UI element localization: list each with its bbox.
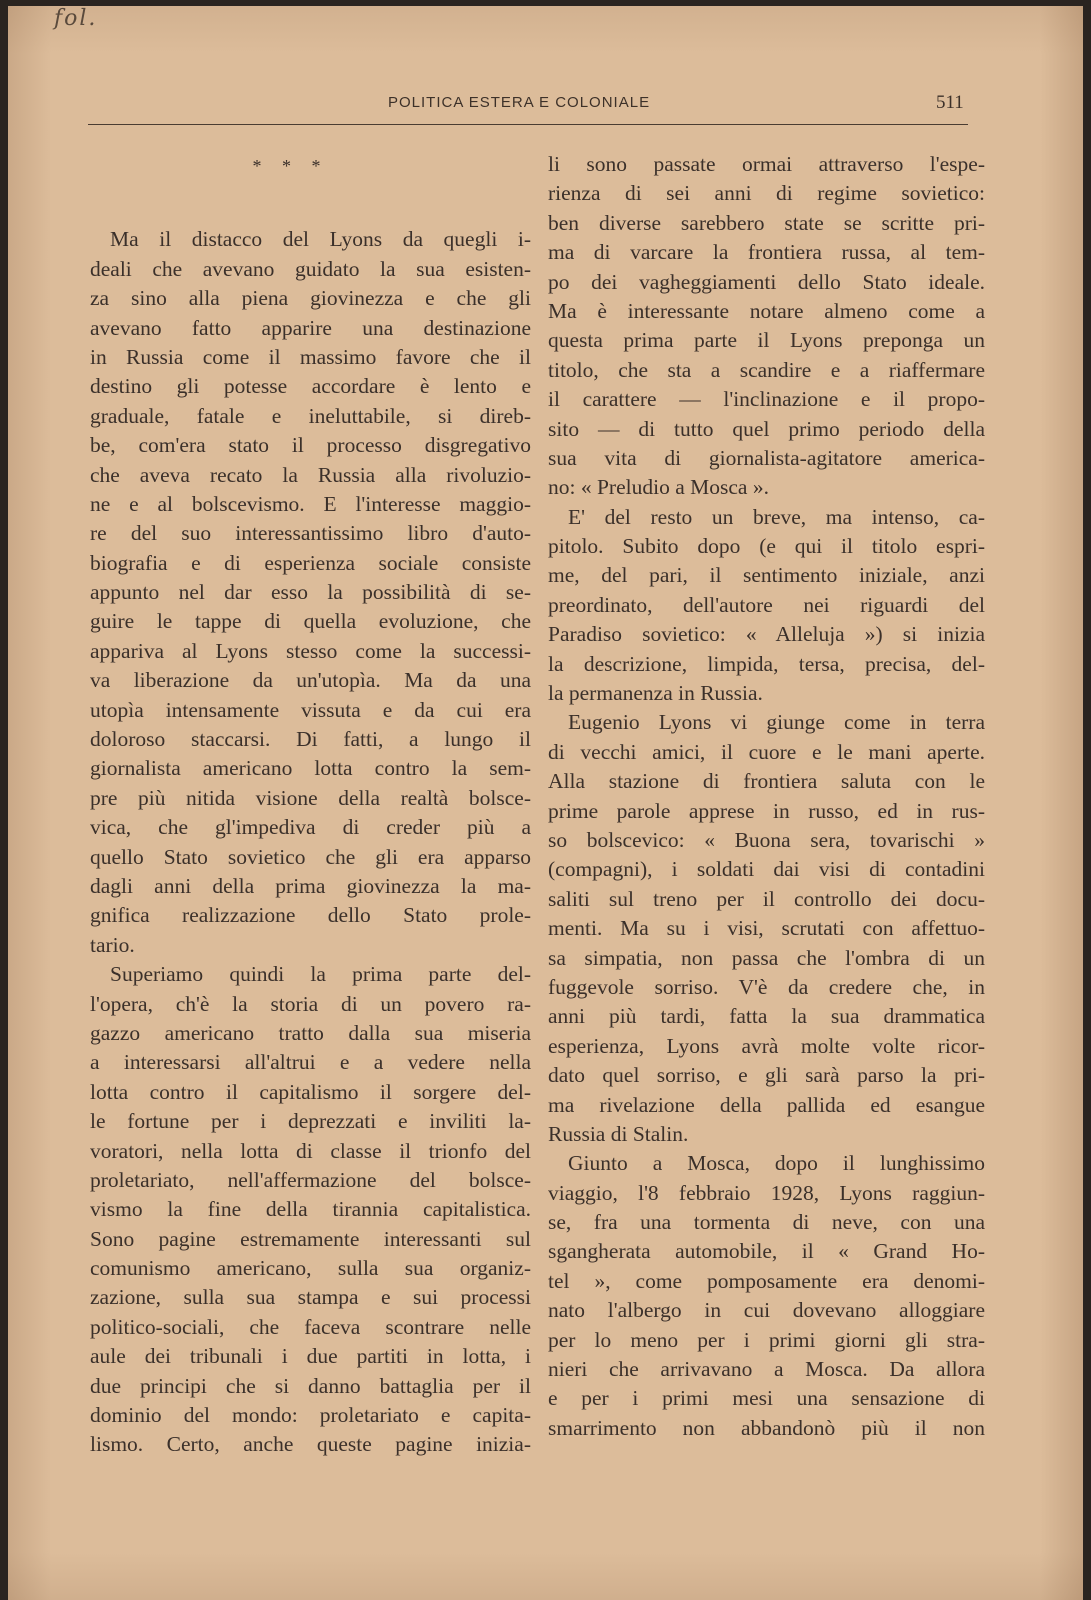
text-line: menti. Ma su i visi, scrutati con affettuo- bbox=[548, 916, 985, 941]
text-line: biografia e di esperienza sociale consiste bbox=[90, 550, 531, 575]
text-line: tel », come pomposamente era denomi- bbox=[548, 1268, 985, 1293]
right-column bbox=[548, 150, 985, 1443]
text-line: aule dei tribunali i due partiti in lotta, i bbox=[90, 1344, 531, 1369]
text-line: vica, che gl'impediva di creder più a bbox=[90, 815, 531, 840]
text-line: questa prima parte il Lyons preponga un bbox=[548, 328, 985, 353]
text-line: sa simpatia, non passa che l'ombra di un bbox=[548, 945, 985, 970]
text-line: che aveva recato la Russia alla rivoluzio- bbox=[90, 462, 531, 487]
text-line: gnifica realizzazione dello Stato prole- bbox=[90, 903, 531, 928]
text-line: Alla stazione di frontiera saluta con le bbox=[548, 769, 985, 794]
text-line: voratori, nella lotta di classe il trionfo del bbox=[90, 1138, 531, 1163]
text-line: ma di varcare la frontiera russa, al tem- bbox=[548, 240, 985, 265]
text-line: doloroso staccarsi. Di fatti, a lungo il bbox=[90, 727, 531, 752]
text-line: preordinato, dell'autore nei riguardi del bbox=[548, 592, 985, 617]
text-line: sgangherata automobile, il « Grand Ho- bbox=[548, 1239, 985, 1264]
text-line: viaggio, l'8 febbraio 1928, Lyons raggiun- bbox=[548, 1180, 985, 1205]
text-line: po dei vagheggiamenti dello Stato ideale. bbox=[548, 269, 985, 294]
text-line: zazione, sulla sua stampa e sui processi bbox=[90, 1285, 531, 1310]
text-line: titolo, che sta a scandire e a riaffermare bbox=[548, 357, 985, 382]
text-line: proletariato, nell'affermazione del bolsce- bbox=[90, 1167, 531, 1192]
text-line: no: « Preludio a Mosca ». bbox=[548, 475, 769, 500]
text-line: appunto nel dar esso la possibilità di se- bbox=[90, 580, 531, 605]
text-line: rienza di sei anni di regime sovietico: bbox=[548, 181, 985, 206]
text-line: Paradiso sovietico: « Alleluja ») si inizia bbox=[548, 622, 985, 647]
text-line: appariva al Lyons stesso come la successi- bbox=[90, 638, 531, 663]
text-line: politico-sociali, che faceva scontrare nelle bbox=[90, 1314, 531, 1339]
text-line: (compagni), i soldati dai visi di contadini bbox=[548, 857, 985, 882]
text-line: li sono passate ormai attraverso l'espe- bbox=[548, 152, 985, 176]
text-line: dagli anni della prima giovinezza la ma- bbox=[90, 874, 531, 898]
text-line: nato l'albergo in cui dovevano alloggiare bbox=[548, 1298, 985, 1323]
text-line: Russia di Stalin. bbox=[548, 1121, 689, 1146]
text-line: giornalista americano lotta contro la sem- bbox=[90, 756, 531, 781]
text-line: Sono pagine estremamente interessanti sul bbox=[90, 1226, 531, 1251]
text-line: za sino alla piena giovinezza e che gli bbox=[90, 286, 531, 311]
text-line: va liberazione da un'utopìa. Ma da una bbox=[90, 668, 531, 693]
text-line: re del suo interessantissimo libro d'auto- bbox=[90, 521, 531, 546]
text-line: se, fra una tormenta di neve, con una bbox=[548, 1210, 985, 1235]
scanned-page bbox=[8, 6, 1083, 1600]
right-column-text bbox=[548, 150, 985, 1443]
text-line: graduale, fatale e ineluttabile, si direb- bbox=[90, 403, 531, 428]
text-line: saliti sul treno per il controllo dei docu- bbox=[548, 886, 985, 911]
text-line: tario. bbox=[90, 932, 135, 957]
text-line: avevano fatto apparire una destinazione bbox=[90, 315, 531, 340]
text-line: sito — di tutto quel primo periodo della bbox=[548, 416, 985, 441]
text-line: di vecchi amici, il cuore e le mani aperte. bbox=[548, 739, 985, 764]
text-line: comunismo americano, sulla sua organiz- bbox=[90, 1256, 531, 1281]
text-line: E' del resto un breve, ma intenso, ca- bbox=[568, 504, 985, 529]
text-line: ne e al bolscevismo. E l'interesse maggio- bbox=[90, 491, 531, 516]
text-line: pitolo. Subito dopo (e qui il titolo espri- bbox=[548, 534, 985, 559]
header-rule bbox=[88, 124, 968, 125]
text-line: guire le tappe di quella evoluzione, che bbox=[90, 609, 531, 634]
text-line: prime parole apprese in russo, ed in rus- bbox=[548, 798, 985, 823]
text-line: due principi che si danno battaglia per il bbox=[90, 1373, 531, 1398]
text-line: quello Stato sovietico che gli era apparso bbox=[90, 844, 531, 869]
text-line: ma rivelazione della pallida ed esangue bbox=[548, 1092, 985, 1117]
text-line: lismo. Certo, anche queste pagine inizia- bbox=[90, 1432, 531, 1457]
text-line: ben diverse sarebbero state se scritte pri- bbox=[548, 210, 985, 235]
text-line: utopìa intensamente vissuta e da cui era bbox=[90, 697, 531, 722]
text-line: anni più tardi, fatta la sua drammatica bbox=[548, 1004, 985, 1029]
text-line: e per i primi mesi una sensazione di bbox=[548, 1386, 985, 1411]
text-line: esperienza, Lyons avrà molte volte ricor- bbox=[548, 1033, 985, 1058]
text-line: Ma è interessante notare almeno come a bbox=[548, 298, 985, 323]
text-line: in Russia come il massimo favore che il bbox=[90, 344, 531, 369]
text-line: be, com'era stato il processo disgregativo bbox=[90, 433, 531, 458]
text-line: l'opera, ch'è la storia di un povero ra- bbox=[90, 991, 531, 1016]
left-column bbox=[90, 150, 531, 1460]
text-line: nieri che arrivavano a Mosca. Da allora bbox=[548, 1357, 985, 1382]
text-line: deali che avevano guidato la sua esisten- bbox=[90, 256, 531, 281]
text-line: il carattere — l'inclinazione e il propo- bbox=[548, 387, 985, 412]
text-line: smarrimento non abbandonò più il non bbox=[548, 1415, 985, 1440]
text-line: me, del pari, il sentimento iniziale, anzi bbox=[548, 563, 985, 588]
page-number: 511 bbox=[936, 92, 964, 113]
text-line: Giunto a Mosca, dopo il lunghissimo bbox=[568, 1151, 985, 1176]
text-line: pre più nitida visione della realtà bolsce- bbox=[90, 785, 531, 810]
text-line: sua vita di giornalista-agitatore america- bbox=[548, 445, 985, 470]
text-line: so bolscevico: « Buona sera, tovarischi » bbox=[548, 827, 985, 852]
left-column-text bbox=[90, 225, 531, 1459]
text-line: Superiamo quindi la prima parte del- bbox=[110, 962, 531, 987]
text-line: per lo meno per i primi giorni gli stra- bbox=[548, 1327, 985, 1352]
text-line: fuggevole sorriso. V'è da credere che, in bbox=[548, 974, 985, 999]
section-separator: * * * bbox=[252, 156, 329, 176]
text-line: dominio del mondo: proletariato e capita- bbox=[90, 1403, 531, 1428]
handwritten-note: fol. bbox=[54, 6, 98, 31]
text-line: Ma il distacco del Lyons da quegli i- bbox=[110, 227, 531, 252]
text-line: la permanenza in Russia. bbox=[548, 681, 763, 706]
text-line: gazzo americano tratto dalla sua miseria bbox=[90, 1020, 531, 1045]
running-title: POLITICA ESTERA E COLONIALE bbox=[388, 94, 651, 111]
text-line: la descrizione, limpida, tersa, precisa, del- bbox=[548, 651, 985, 676]
text-line: dato quel sorriso, e gli sarà parso la pri- bbox=[548, 1063, 985, 1088]
text-line: a interessarsi all'altrui e a vedere nella bbox=[90, 1050, 531, 1075]
text-line: lotta contro il capitalismo il sorgere del- bbox=[90, 1079, 531, 1104]
text-line: vismo la fine della tirannia capitalistica. bbox=[90, 1197, 531, 1222]
text-line: Eugenio Lyons vi giunge come in terra bbox=[568, 710, 985, 735]
text-line: destino gli potesse accordare è lento e bbox=[90, 374, 531, 399]
text-line: le fortune per i deprezzati e inviliti la- bbox=[90, 1109, 531, 1134]
